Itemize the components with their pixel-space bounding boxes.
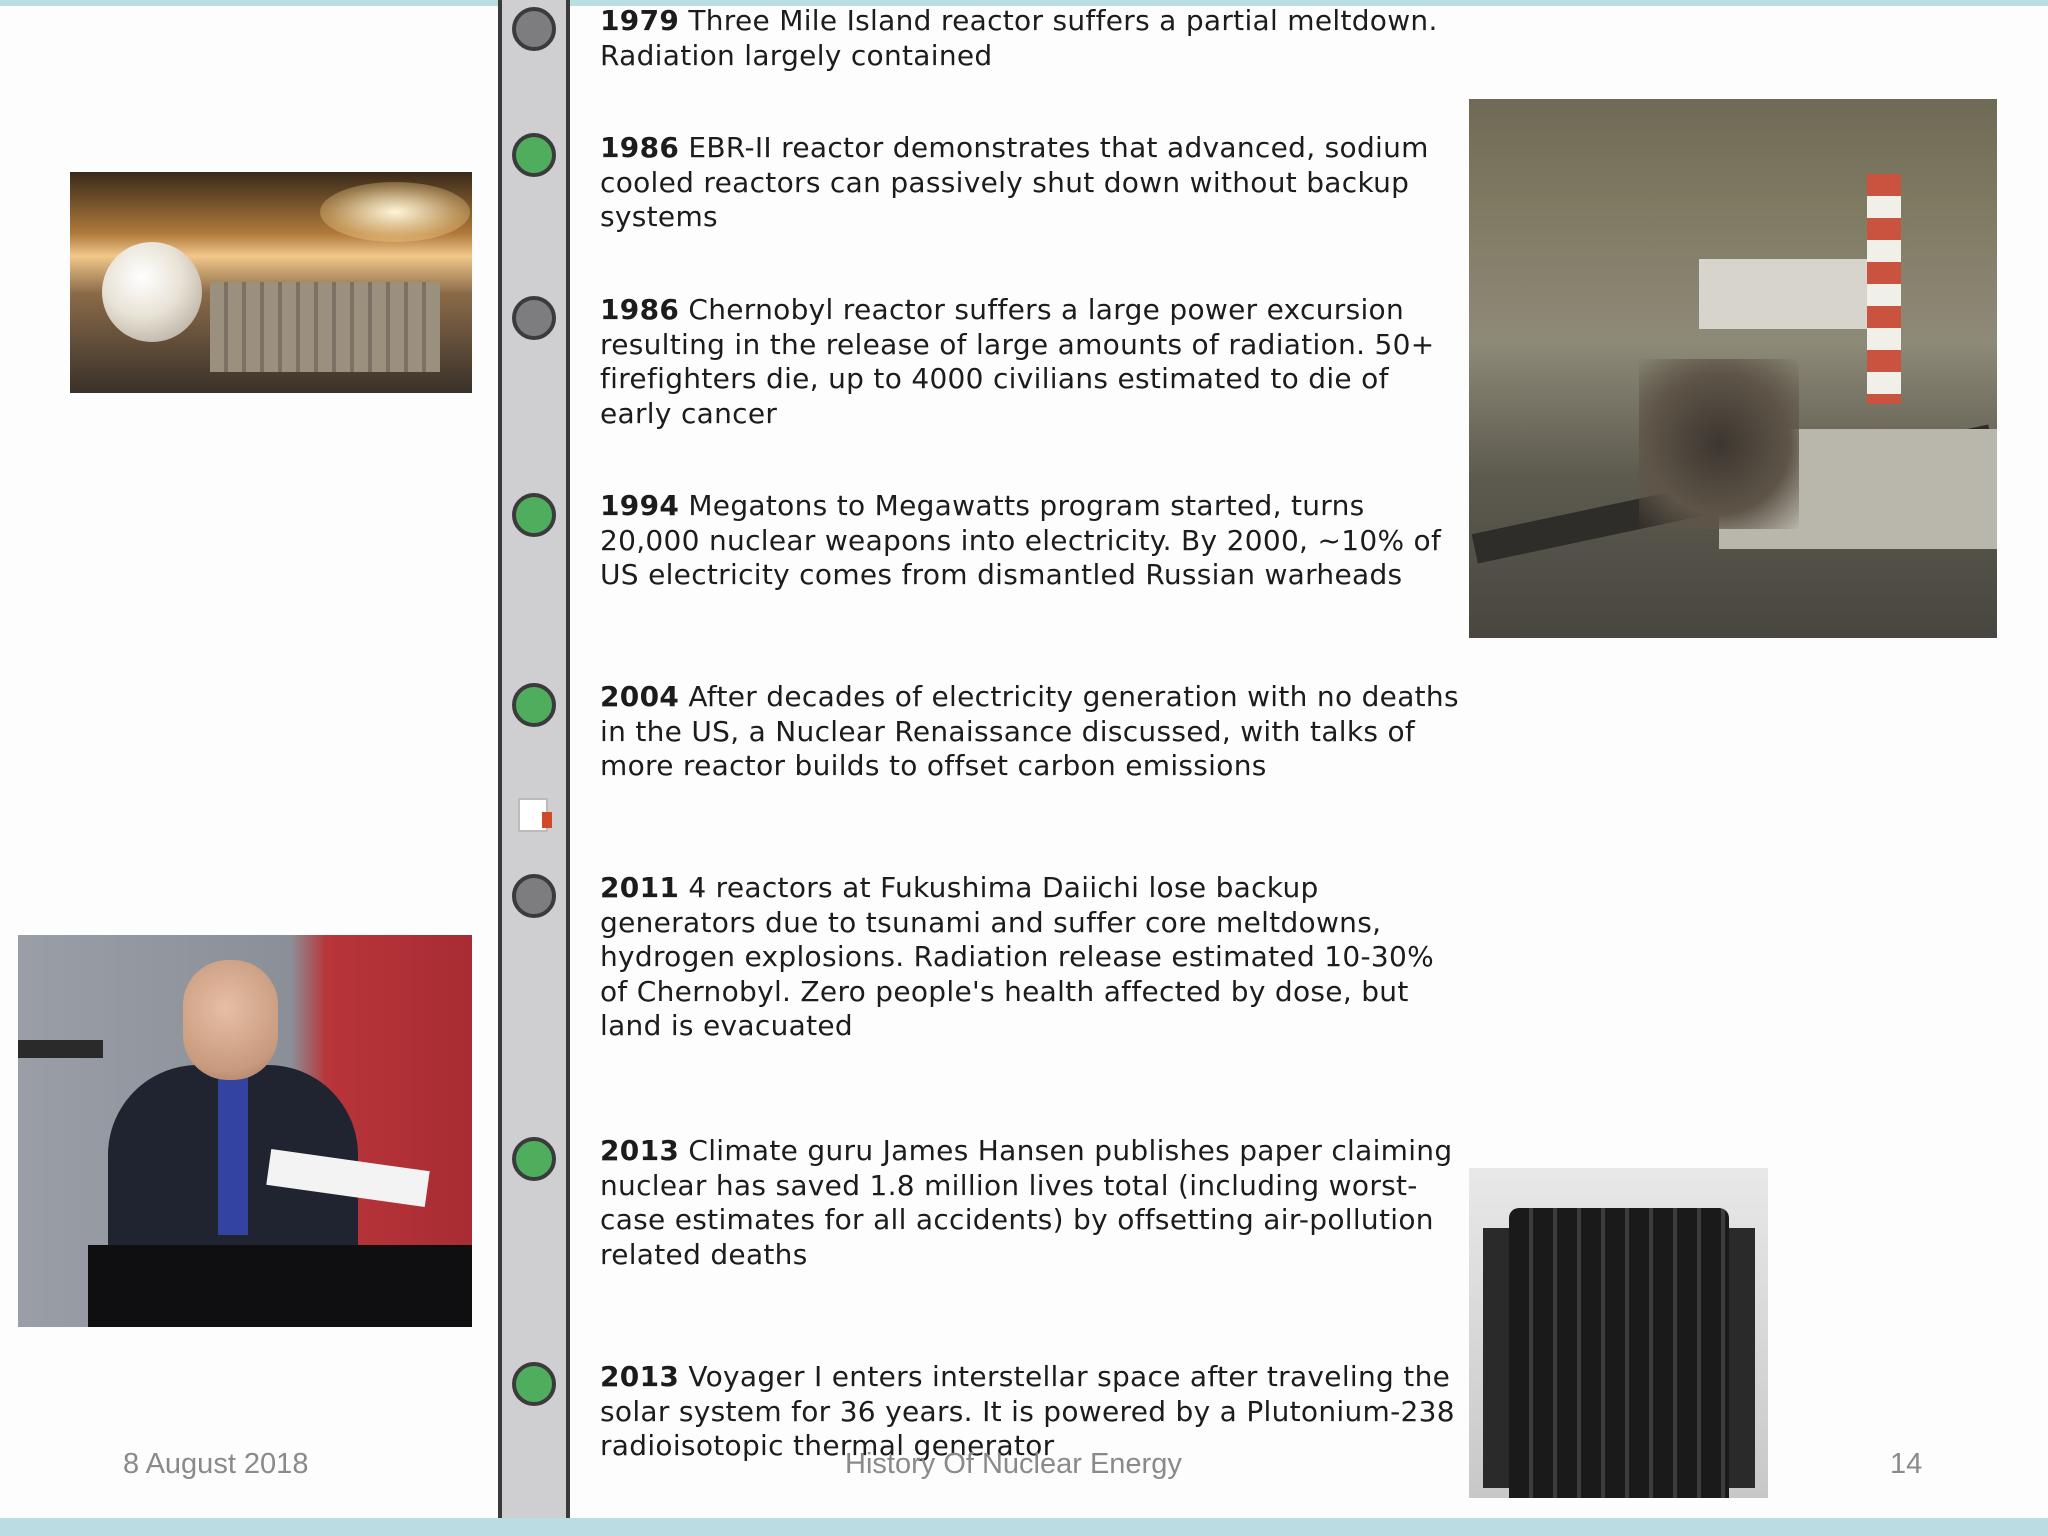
- event-year: 1986: [600, 293, 680, 326]
- event-year: 2013: [600, 1134, 680, 1167]
- bottom-accent-band: [0, 1518, 2048, 1536]
- event-text: Three Mile Island reactor suffers a partial meltdown. Radiation largely contained: [600, 4, 1438, 72]
- reactor-dome-shape: [102, 242, 202, 342]
- timeline-event: [600, 4, 1460, 73]
- timeline-marker-2011: [512, 874, 556, 918]
- footer-date: 8 August 2018: [123, 1448, 309, 1480]
- timeline-marker-2004: [512, 683, 556, 727]
- embedded-object-icon: [518, 798, 548, 832]
- footer-title: History Of Nuclear Energy: [845, 1448, 1182, 1480]
- event-year: 2004: [600, 680, 680, 713]
- timeline-marker-1986-chernobyl: [512, 296, 556, 340]
- event-text: Voyager I enters interstellar space after traveling the solar system for 36 years. It is powered by a Plutonium-238 radioisotopic thermal generator: [600, 1360, 1455, 1462]
- event-text: After decades of electricity generation with no deaths in the US, a Nuclear Renaissance discussed, with talks of more reactor builds to offset carbon emissions: [600, 680, 1459, 782]
- ventilation-stack-shape: [1867, 174, 1901, 404]
- event-year: 2013: [600, 1360, 680, 1393]
- event-text: Chernobyl reactor suffers a large power excursion resulting in the release of large amounts of radiation. 50+ firefighters die, up to 4000 civilians estimated to die of early cancer: [600, 293, 1435, 430]
- event-year: 1986: [600, 131, 680, 164]
- timeline-marker-1979: [512, 7, 556, 51]
- speaker-tie-shape: [218, 1075, 248, 1235]
- timeline-marker-2013-voyager: [512, 1362, 556, 1406]
- event-text: EBR-II reactor demonstrates that advanced, sodium cooled reactors can passively shut down without backup systems: [600, 131, 1429, 233]
- timeline-event: [600, 293, 1460, 431]
- reactor-building-shape: [210, 282, 440, 372]
- rtg-generator-photo: [1469, 1168, 1768, 1498]
- podium-shape: [88, 1245, 472, 1327]
- timeline-event: [600, 131, 1460, 235]
- timeline-marker-1986-ebr: [512, 133, 556, 177]
- james-hansen-photo: [18, 935, 472, 1327]
- timeline-marker-2013-hansen: [512, 1137, 556, 1181]
- reactor-dome-photo: [70, 172, 472, 393]
- event-year: 2011: [600, 871, 680, 904]
- rtg-core-shape: [1509, 1208, 1729, 1498]
- chernobyl-aerial-photo: [1469, 99, 1997, 638]
- event-text: Megatons to Megawatts program started, turns 20,000 nuclear weapons into electricity. By 2000, ~10% of US electricity comes from dismantled Russian warheads: [600, 489, 1442, 591]
- page-number: 14: [1890, 1448, 1923, 1480]
- timeline-bar: [498, 0, 570, 1518]
- event-year: 1994: [600, 489, 680, 522]
- timeline-marker-1994: [512, 493, 556, 537]
- timeline-event: [600, 1134, 1460, 1272]
- timeline-event: [600, 680, 1460, 784]
- speaker-head-shape: [183, 960, 278, 1080]
- event-year: 1979: [600, 4, 680, 37]
- photo-building-shape: [1699, 259, 1869, 329]
- event-text: Climate guru James Hansen publishes paper claiming nuclear has saved 1.8 million lives total (including worst-case estimates for all accidents) by offsetting air-pollution related deaths: [600, 1134, 1453, 1271]
- photo-sky-glow: [320, 182, 470, 242]
- timeline-event: [600, 489, 1460, 593]
- rtg-fin-shape: [1725, 1228, 1755, 1488]
- timeline-event: [600, 871, 1460, 1044]
- wall-sign-shape: [18, 1040, 103, 1058]
- event-text: 4 reactors at Fukushima Daiichi lose backup generators due to tsunami and suffer core meltdowns, hydrogen explosions. Radiation release estimated 10-30% of Chernobyl. Zero people's health affected by dose, but land is evacuated: [600, 871, 1434, 1042]
- reactor-ruins-shape: [1639, 359, 1799, 529]
